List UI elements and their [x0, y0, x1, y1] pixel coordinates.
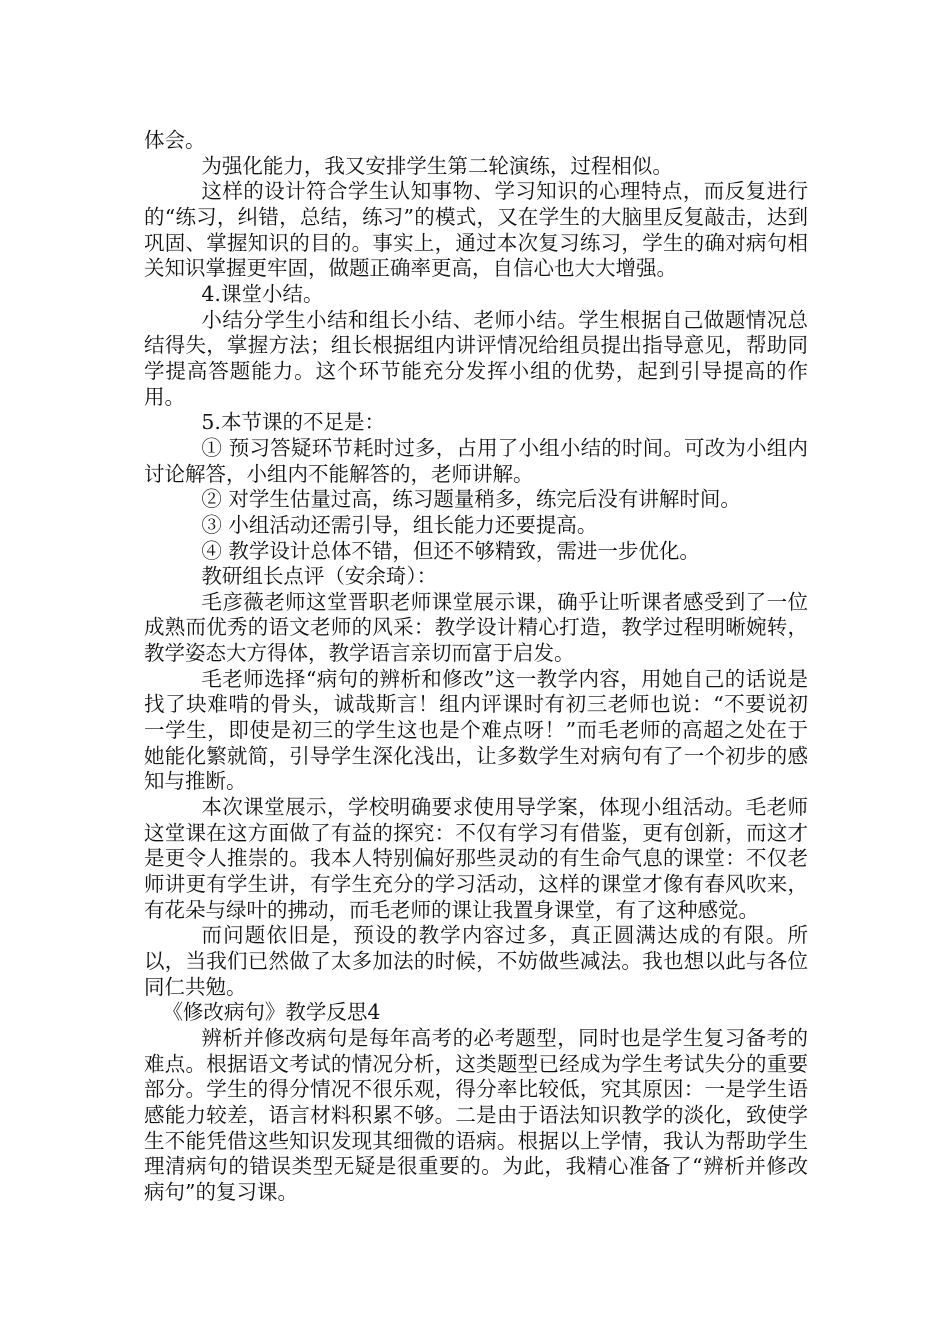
paragraph-reflection-intro: 辨析并修改病句是每年高考的必考题型，同时也是学生复习备考的难点。根据语文考试的情况分析，这类题型已经成为学生考试失分的重要部分。学生的得分情况不很乐观，得分率比较低，究其原因：一是学生语感能力较差，语言材料积累不够。二是由于语法知识教学的淡化，致使学生不能凭借这些知识发现其细微的语病。根据以上学情，我认为帮助学生理清病句的错误类型无疑是很重要的。为此，我精心准备了“辨析并修改病句”的复习课。 [144, 1025, 808, 1204]
paragraph-summary: 小结分学生小结和组长小结、老师小结。学生根据自己做题情况总结得失，掌握方法；组长根据组内讲评情况给组员提出指导意见，帮助同学提高答题能力。这个环节能充分发挥小组的优势，起到引导提高的作用。 [144, 307, 808, 409]
section-heading-summary: 4.课堂小结。 [201, 281, 324, 306]
section-heading-shortcomings: 5.本节课的不足是： [201, 410, 385, 435]
paragraph-continuation: 体会。 [144, 128, 206, 152]
shortcoming-item-1: ① 预习答疑环节耗时过多，占用了小组小结的时间。可改为小组内讨论解答，小组内不能解答的，老师讲解。 [144, 435, 808, 486]
document-page [144, 128, 808, 1206]
section-heading-review: 教研组长点评（安余琦）： [201, 564, 438, 589]
shortcoming-item-3: ③ 小组活动还需引导，组长能力还要提高。 [201, 512, 598, 537]
article-title: 《修改病句》教学反思4 [162, 1000, 381, 1025]
shortcoming-item-2: ② 对学生估量过高，练习题量稍多，练完后没有讲解时间。 [201, 487, 741, 512]
paragraph-second-round: 为强化能力，我又安排学生第二轮演练，过程相似。 [201, 153, 673, 178]
paragraph-review-3: 本次课堂展示，学校明确要求使用导学案，体现小组活动。毛老师这堂课在这方面做了有益的探究：不仅有学习有借鉴，更有创新，而这才是更令人推崇的。我本人特别偏好那些灵动的有生命气息的课堂：不仅老师讲更有学生讲，有学生充分的学习活动，这样的课堂才像有春风吹来，有花朵与绿叶的拂动，而毛老师的课让我置身课堂，有了这种感觉。 [144, 795, 808, 922]
paragraph-review-2: 毛老师选择“病句的辨析和修改”这一教学内容，用她自己的话说是找了块难啃的骨头，诚哉斯言！组内评课时有初三老师也说：“不要说初一学生，即使是初三的学生这也是个难点呀！”而毛老师的高超之处在于她能化繁就简，引导学生深化浅出，让多数学生对病句有了一个初步的感知与推断。 [144, 666, 808, 794]
paragraph-design-rationale: 这样的设计符合学生认知事物、学习知识的心理特点，而反复进行的“练习，纠错，总结，练习”的模式，又在学生的大脑里反复敲击，达到巩固、掌握知识的目的。事实上，通过本次复习练习，学生的确对病句相关知识掌握更牢固，做题正确率更高，自信心也大大增强。 [144, 179, 808, 281]
paragraph-review-1: 毛彦薇老师这堂晋职老师课堂展示课，确乎让听课者感受到了一位成熟而优秀的语文老师的风采：教学设计精心打造，教学过程明晰婉转，教学姿态大方得体，教学语言亲切而富于启发。 [144, 589, 808, 666]
paragraph-review-4: 而问题依旧是，预设的教学内容过多，真正圆满达成的有限。所以，当我们已然做了太多加法的时候，不妨做些减法。我也想以此与各位同仁共勉。 [144, 923, 808, 999]
shortcoming-item-4: ④ 教学设计总体不错，但还不够精致，需进一步优化。 [201, 538, 700, 563]
